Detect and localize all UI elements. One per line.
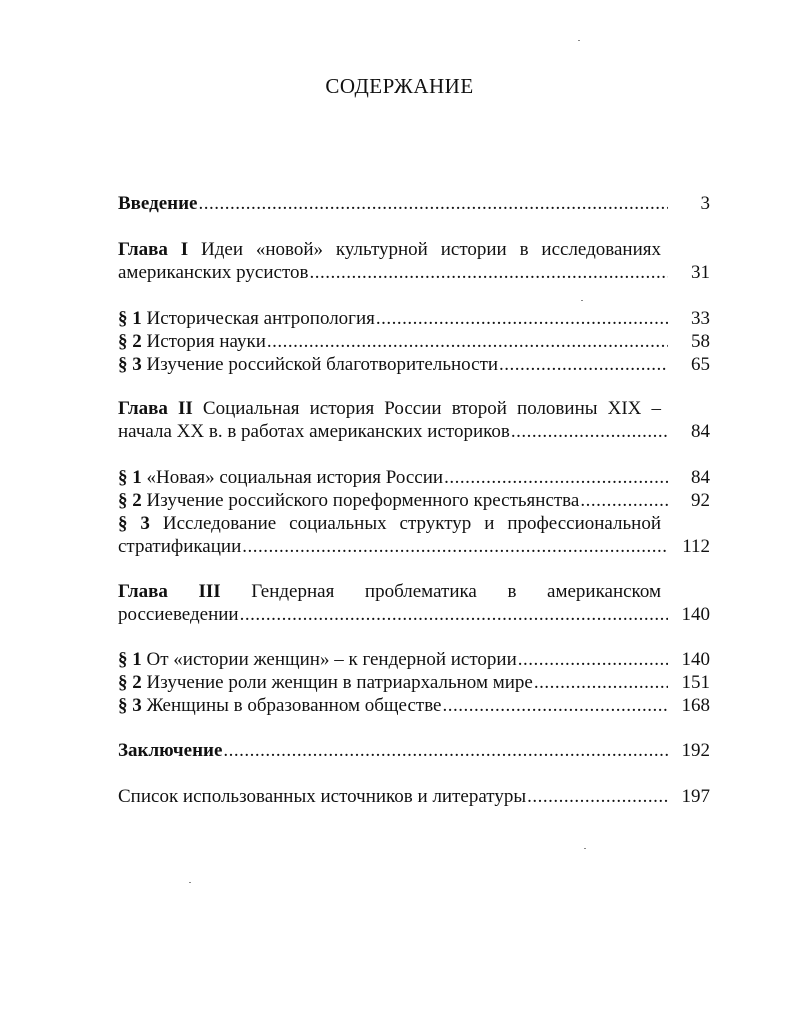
dot-leader — [511, 420, 668, 443]
toc-label: Изучение российской благотворительности — [146, 354, 499, 375]
toc-page-number: 151 — [681, 672, 710, 693]
dot-leader — [267, 330, 668, 353]
section-number: § 1 — [118, 308, 142, 329]
dot-leader — [443, 694, 669, 717]
dot-leader — [527, 785, 668, 808]
dot-leader — [518, 648, 668, 671]
toc-entry-3-2[interactable] — [118, 671, 710, 694]
dot-leader — [580, 489, 668, 512]
dot-leader — [223, 739, 668, 762]
scan-speck — [584, 848, 586, 849]
scan-speck — [581, 300, 583, 301]
toc-label: Изучение роли женщин в патриархальном мире — [146, 672, 533, 693]
toc-label: Женщины в образованном обществе — [146, 695, 442, 716]
section-number: § 3 — [118, 695, 142, 716]
toc-page-number: 140 — [681, 649, 710, 670]
toc-page-number: 92 — [691, 490, 710, 511]
toc-page-number: 192 — [681, 740, 710, 761]
toc-entry-1-3[interactable] — [118, 353, 710, 376]
toc-page-number: 65 — [691, 354, 710, 375]
toc-page-number: 3 — [700, 193, 710, 214]
section-number: § 1 — [118, 649, 142, 670]
toc-entry-intro[interactable] — [118, 192, 710, 215]
toc-label: Список использованных источников и литературы — [118, 786, 527, 807]
toc-entry-1-1[interactable] — [118, 307, 710, 330]
toc-line-1 — [118, 238, 661, 261]
page-title: СОДЕРЖАНИЕ — [325, 74, 474, 98]
dot-leader — [310, 261, 669, 284]
toc-page-number: 197 — [681, 786, 710, 807]
toc-page-number: 140 — [681, 604, 710, 625]
section-number: § 3 — [118, 354, 142, 375]
scan-speck — [578, 40, 580, 41]
toc-page-number: 112 — [682, 536, 710, 557]
chapter-title-part-2: россиеведении — [118, 604, 239, 625]
chapter-title-part-1: Гендерная проблематика в американском — [251, 581, 661, 602]
toc-entry-2-1[interactable] — [118, 466, 710, 489]
dot-leader — [534, 671, 668, 694]
chapter-number: Глава II — [118, 398, 193, 419]
toc-entry-references[interactable] — [118, 785, 710, 808]
toc-line-1 — [118, 512, 661, 535]
section-title-part-1: Исследование социальных структур и профессиональной — [162, 513, 661, 534]
toc-entry-1-2[interactable] — [118, 330, 710, 353]
section-number: § 2 — [118, 490, 142, 511]
toc-entry-conclusion[interactable] — [118, 739, 710, 762]
chapter-number: Глава I — [118, 239, 189, 260]
toc-label: История науки — [146, 331, 266, 352]
toc-entry-2-2[interactable] — [118, 489, 710, 512]
toc-entry-3-1[interactable] — [118, 648, 710, 671]
dot-leader — [240, 603, 668, 626]
chapter-title-part-1: Идеи «новой» культурной истории в исследованиях — [201, 239, 662, 260]
toc-line-1 — [118, 397, 661, 420]
chapter-title-part-2: начала XX в. в работах американских историков — [118, 421, 510, 442]
toc-page-number: 168 — [681, 695, 710, 716]
section-number: § 2 — [118, 672, 142, 693]
dot-leader — [376, 307, 668, 330]
section-number: § 1 — [118, 467, 142, 488]
toc-label: Введение — [118, 193, 198, 214]
toc-label: От «истории женщин» – к гендерной истории — [146, 649, 517, 670]
toc-page-number: 84 — [691, 421, 710, 442]
toc-label: «Новая» социальная история России — [146, 467, 444, 488]
toc-page-number: 33 — [691, 308, 710, 329]
chapter-number: Глава III — [118, 581, 221, 602]
dot-leader — [499, 353, 668, 376]
toc-line-1 — [118, 580, 661, 603]
scan-speck — [189, 882, 191, 883]
dot-leader — [242, 535, 668, 558]
toc-entry-chapter-2[interactable] — [118, 397, 710, 443]
section-number: § 2 — [118, 331, 142, 352]
chapter-title-part-1: Социальная история России второй половины XIX – — [202, 398, 662, 419]
dot-leader — [444, 466, 668, 489]
section-title-part-2: стратификации — [118, 536, 242, 557]
toc-entry-3-3[interactable] — [118, 694, 710, 717]
dot-leader — [199, 192, 669, 215]
section-number: § 3 — [118, 513, 150, 534]
toc-page-number: 58 — [691, 331, 710, 352]
toc-entry-2-3[interactable] — [118, 512, 710, 558]
toc-page-number: 84 — [691, 467, 710, 488]
toc-label: Заключение — [118, 740, 223, 761]
toc-entry-chapter-1[interactable] — [118, 238, 710, 284]
chapter-title-part-2: американских русистов — [118, 262, 309, 283]
toc-page-number: 31 — [691, 262, 710, 283]
toc-label: Изучение российского пореформенного крестьянства — [146, 490, 580, 511]
toc-entry-chapter-3[interactable] — [118, 580, 710, 626]
toc-label: Историческая антропология — [146, 308, 375, 329]
